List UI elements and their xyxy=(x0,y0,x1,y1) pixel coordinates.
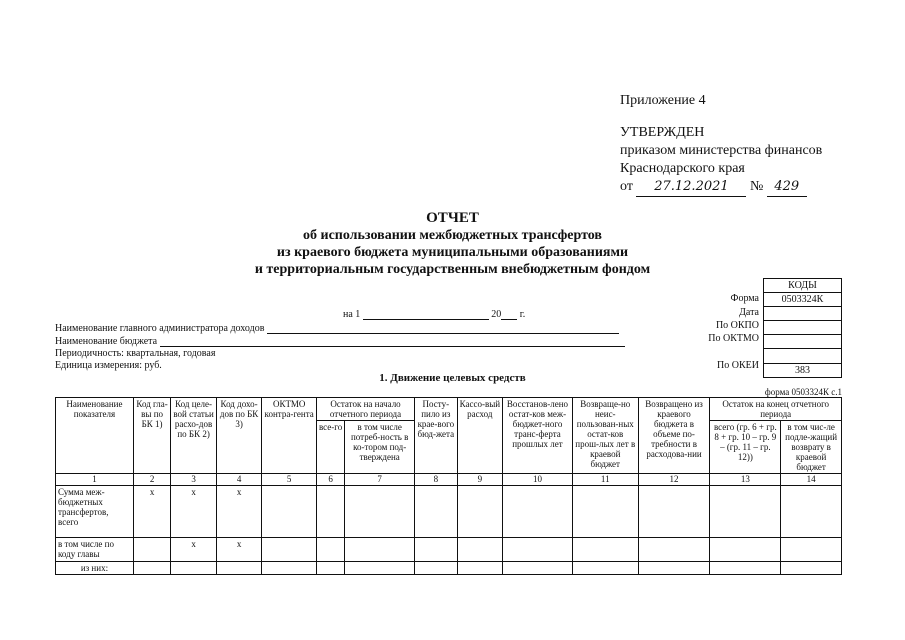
transfers-table xyxy=(55,397,842,575)
meta-admin-row xyxy=(55,322,619,334)
row-cell xyxy=(171,562,217,575)
meta-admin-value xyxy=(267,322,619,334)
period-suffix: г. xyxy=(519,309,526,320)
approval-from-label: от xyxy=(620,179,633,194)
row-cell xyxy=(781,562,842,575)
report-title-line-3: и территориальным государственным внебюджетным фондом xyxy=(254,262,651,277)
row-cell xyxy=(457,486,503,538)
row-cell xyxy=(638,562,710,575)
row-cell xyxy=(316,486,344,538)
header-rest-start-all: все-го xyxy=(316,421,344,474)
header-rest-start: Остаток на начало отчетного периода xyxy=(316,398,414,421)
row-cell xyxy=(710,538,781,562)
header-cash: Кассо-вый расход xyxy=(457,398,503,474)
header-code-income: Код дохо-дов по БК 3) xyxy=(216,398,262,474)
column-number: 10 xyxy=(503,474,573,486)
column-number: 11 xyxy=(572,474,638,486)
row-cell: x xyxy=(133,486,170,538)
table-row xyxy=(56,486,842,538)
column-number: 9 xyxy=(457,474,503,486)
approval-date-row xyxy=(620,178,822,197)
column-number: 13 xyxy=(710,474,781,486)
period-day-month xyxy=(363,308,489,320)
column-number: 12 xyxy=(638,474,710,486)
period-prefix: на 1 xyxy=(343,309,361,320)
row-name: в том числе по коду главы xyxy=(56,538,134,562)
row-cell xyxy=(262,538,317,562)
codes-date-label: Дата xyxy=(739,307,759,318)
row-cell xyxy=(572,486,638,538)
column-number: 2 xyxy=(133,474,170,486)
row-cell xyxy=(345,486,415,538)
header-rest-end-return: в том чис-ле подле-жащий возврату в краевой бюджет xyxy=(781,421,842,474)
codes-blank xyxy=(764,349,841,364)
approval-line-1: приказом министерства финансов xyxy=(620,143,823,158)
header-returned-unused: Возвраще-но неис-пользован-ных остат-ков прош-лых лет в краевой бюджет xyxy=(572,398,638,474)
row-cell xyxy=(572,538,638,562)
row-cell xyxy=(503,538,573,562)
table-row xyxy=(56,538,842,562)
header-code-item: Код целе-вой статьи расхо-дов по БК 2) xyxy=(171,398,217,474)
codes-oktmo-label: По ОКТМО xyxy=(708,333,759,344)
row-name: Сумма меж-бюджетных трансфертов, всего xyxy=(56,486,134,538)
row-cell xyxy=(262,486,317,538)
column-number: 14 xyxy=(781,474,842,486)
row-name: из них: xyxy=(56,562,134,575)
row-cell xyxy=(415,538,457,562)
row-cell: x xyxy=(171,538,217,562)
column-number: 7 xyxy=(345,474,415,486)
header-returned-budget: Возвращено из краевого бюджета в объеме по-требности в расходова-нии xyxy=(638,398,710,474)
codes-date-value xyxy=(764,307,841,321)
report-title-line-1: об использовании межбюджетных трансфертов xyxy=(303,228,602,243)
codes-box xyxy=(763,278,842,378)
row-cell xyxy=(316,562,344,575)
meta-budget-value xyxy=(160,335,625,347)
column-number: 4 xyxy=(216,474,262,486)
report-title xyxy=(0,210,905,278)
column-number: 5 xyxy=(262,474,317,486)
row-cell xyxy=(262,562,317,575)
approval-block xyxy=(620,92,822,197)
row-cell xyxy=(503,486,573,538)
codes-header: КОДЫ xyxy=(764,279,841,293)
codes-okei-label: По ОКЕИ xyxy=(717,360,759,371)
codes-okpo-label: По ОКПО xyxy=(715,320,759,331)
row-cell xyxy=(345,538,415,562)
table-row xyxy=(56,562,842,575)
codes-form-label: Форма xyxy=(730,293,759,304)
approval-line-2: Краснодарского края xyxy=(620,161,745,176)
meta-budget-label: Наименование бюджета xyxy=(55,336,158,347)
row-cell xyxy=(415,562,457,575)
header-rest-end: Остаток на конец отчетного периода xyxy=(710,398,842,421)
row-cell xyxy=(133,538,170,562)
meta-unit: Единица измерения: руб. xyxy=(55,360,162,371)
period-year-prefix: 20 xyxy=(491,309,502,320)
column-number: 1 xyxy=(56,474,134,486)
column-number: 3 xyxy=(171,474,217,486)
row-cell xyxy=(133,562,170,575)
header-restored: Восстанов-лено остат-ков меж-бюджет-ного транс-ферта прошлых лет xyxy=(503,398,573,474)
table-header-row-1 xyxy=(56,398,842,421)
codes-oktmo-value xyxy=(764,335,841,349)
row-cell xyxy=(572,562,638,575)
approval-number-label: № xyxy=(749,179,764,194)
codes-form-value: 0503324К xyxy=(764,293,841,307)
header-received: Посту-пило из крае-вого бюд-жета xyxy=(415,398,457,474)
row-cell xyxy=(638,486,710,538)
row-cell xyxy=(457,538,503,562)
section-title: 1. Движение целевых средств xyxy=(379,372,526,384)
header-name: Наименование показателя xyxy=(56,398,134,474)
report-title-line-2: из краевого бюджета муниципальными образованиями xyxy=(276,245,629,260)
appendix-label: Приложение 4 xyxy=(620,93,706,108)
report-title-main: ОТЧЕТ xyxy=(426,210,479,226)
header-rest-end-all: всего (гр. 6 + гр. 8 + гр. 10 – гр. 9 – (гр. 11 – гр. 12)) xyxy=(710,421,781,474)
row-cell xyxy=(710,562,781,575)
period-year xyxy=(501,308,517,320)
row-cell: x xyxy=(171,486,217,538)
approval-title: УТВЕРЖДЕН xyxy=(620,125,705,140)
meta-periodicity: Периодичность: квартальная, годовая xyxy=(55,348,216,359)
row-cell xyxy=(781,538,842,562)
column-number-row xyxy=(56,474,842,486)
header-rest-start-need: в том числе потреб-ность в ко-тором под-тверждена xyxy=(345,421,415,474)
form-reference: форма 0503324К с.1 xyxy=(764,387,842,397)
row-cell: x xyxy=(216,538,262,562)
codes-okpo-value xyxy=(764,321,841,335)
row-cell xyxy=(638,538,710,562)
column-number: 8 xyxy=(415,474,457,486)
period-line xyxy=(343,308,525,320)
row-cell xyxy=(457,562,503,575)
meta-admin-label: Наименование главного администратора доходов xyxy=(55,323,265,334)
row-cell xyxy=(781,486,842,538)
codes-okei-value: 383 xyxy=(764,364,841,378)
row-cell xyxy=(216,562,262,575)
header-oktmo: ОКТМО контра-гента xyxy=(262,398,317,474)
header-code-head: Код гла-вы по БК 1) xyxy=(133,398,170,474)
approval-date: 27.12.2021 xyxy=(636,178,746,197)
row-cell: x xyxy=(216,486,262,538)
row-cell xyxy=(316,538,344,562)
row-cell xyxy=(503,562,573,575)
row-cell xyxy=(415,486,457,538)
row-cell xyxy=(345,562,415,575)
meta-budget-row xyxy=(55,335,625,347)
approval-number: 429 xyxy=(767,178,807,197)
row-cell xyxy=(710,486,781,538)
column-number: 6 xyxy=(316,474,344,486)
